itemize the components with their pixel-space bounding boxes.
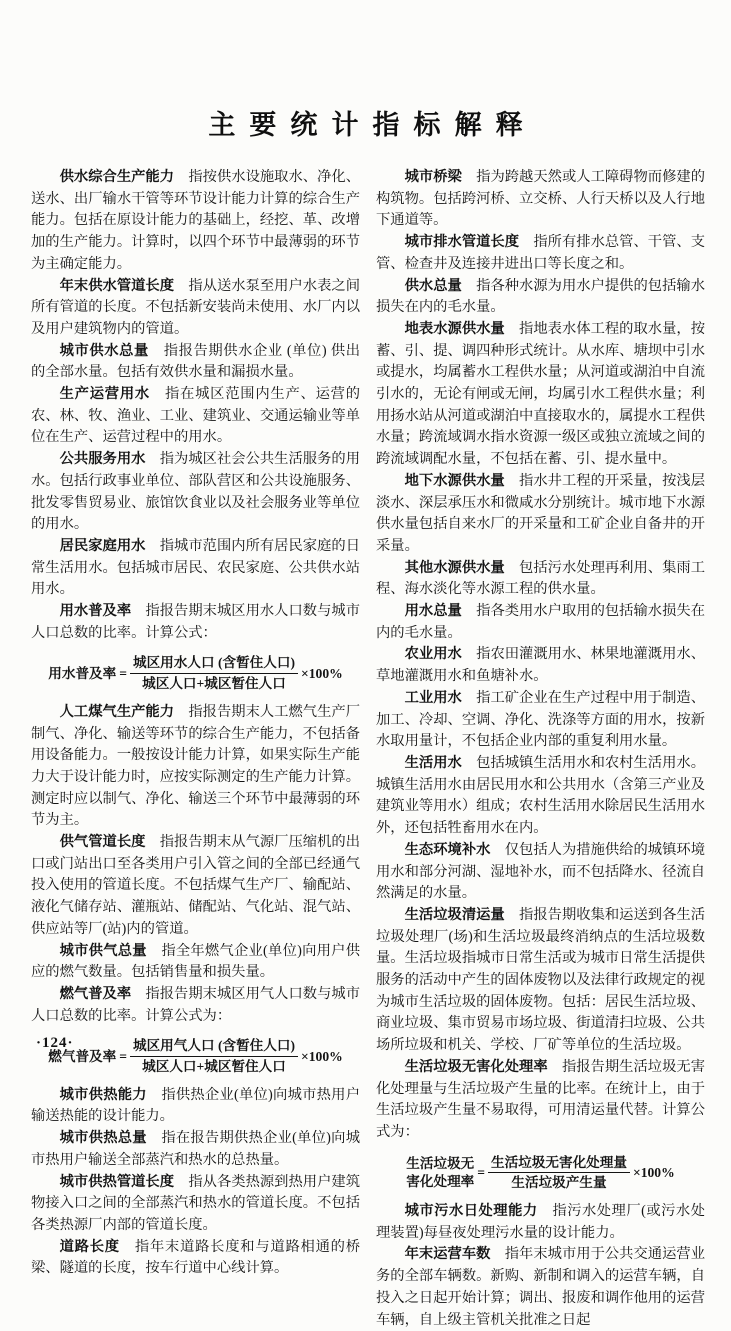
indicator-paragraph: 其他水源供水量 包括污水处理再利用、集雨工程、海水淡化等水源工程的供水量。: [376, 559, 706, 598]
indicator-paragraph: 居民家庭用水 指城市范围内所有居民家庭的日常生活用水。包括城市居民、农民家庭、公共供水站用水。: [31, 537, 361, 598]
indicator-paragraph: 公共服务用水 指为城区社会公共生活服务的用水。包括行政事业单位、部队营区和公共设施服务、批发零售贸易业、旅馆饮食业以及社会服务业等单位的用水。: [31, 451, 361, 533]
indicator-term: 城市污水日处理能力: [404, 1202, 538, 1219]
fraction-numerator: 城区用气人口 (含暂住人口): [130, 1037, 298, 1057]
indicator-paragraph: 地下水源供水量 指水井工程的开采量，按浅层淡水、深层承压水和微咸水分别统计。城市地下水源供水量包括自来水厂的开采量和工矿企业自备井的开采量。: [376, 472, 706, 554]
equals-sign: =: [477, 1164, 486, 1180]
formula-suffix: ×100%: [632, 1164, 675, 1180]
indicator-term: 生产运营用水: [59, 386, 150, 403]
formula-suffix: ×100%: [300, 1048, 343, 1064]
page-number: ·124·: [36, 1035, 74, 1051]
indicator-term: 地下水源供水量: [404, 472, 505, 489]
indicator-term: 供水综合生产能力: [59, 169, 175, 185]
indicator-paragraph: 用水普及率 指报告期末城区用水人口数与城市人口总数的比率。计算公式：: [31, 603, 361, 641]
indicator-term: 工业用水: [404, 689, 462, 706]
indicator-paragraph: 城市供气总量 指全年燃气企业(单位)向用户供应的燃气数量。包括销售量和损失量。: [31, 942, 361, 981]
indicator-paragraph: 城市供热管道长度 指从各类热源到热用户建筑物接入口之间的全部蒸汽和热水的管道长度。不包括各类热源厂内部的管道长度。: [31, 1173, 361, 1233]
indicator-term: 用水总量: [404, 603, 462, 620]
indicator-paragraph: 工业用水 指工矿企业在生产过程中用于制造、加工、冷却、空调、净化、洗涤等方面的用水，按新水取用量计，不包括企业内部的重复利用水量。: [376, 689, 706, 750]
indicator-term: 供气管道长度: [59, 834, 146, 851]
indicator-paragraph: 生活用水 包括城镇生活用水和农村生活用水。城镇生活用水由居民用水和公共用水（含第三产业及建筑业等用水）组成；农村生活用水除居民生活用水外，还包括牲畜用水在内。: [376, 754, 706, 837]
indicator-paragraph: 农业用水 指农田灌溉用水、林果地灌溉用水、草地灌溉用水和鱼塘补水。: [376, 646, 706, 685]
indicator-term: 人工煤气生产能力: [59, 703, 175, 720]
indicator-term: 道路长度: [59, 1238, 120, 1255]
indicator-term: 城市桥梁: [404, 169, 462, 185]
indicator-term: 年末运营车数: [404, 1246, 491, 1263]
formula-suffix: ×100%: [300, 665, 343, 681]
indicator-term: 居民家庭用水: [59, 537, 146, 554]
indicator-paragraph: 生活垃圾清运量 指报告期收集和运送到各生活垃圾处理厂(场)和生活垃圾最终消纳点的生活垃圾数量。生活垃圾指城市日常生活或为城市日常生活提供服务的活动中产生的固体废物以及法律行政规定的视为城市生活垃圾的固体废物。包括：居民生活垃圾、商业垃圾、集市贸易市场垃圾、街道清扫垃圾、公共场所垃圾和机关、学校、厂矿等单位的生活垃圾。: [376, 906, 706, 1054]
left-column: [31, 167, 360, 1331]
fraction-denominator: 城区人口+城区暂住人口: [142, 676, 286, 692]
indicator-paragraph: 地表水源供水量 指地表水体工程的取水量，按蓄、引、提、调四种形式统计。从水库、塘坝中引水或提水，均属蓄水工程供水量；从河道或湖泊中自流引水的，无论有闸或无闸，均属引水工程供水量；利用扬水站从河道或湖泊中直接取水的，属提水工程供水量；跨流域调水指水资源一级区或独立流域之间的跨流域调配水量，不包括在蓄、引、提水量中。: [376, 320, 706, 468]
indicator-paragraph: 城市排水管道长度 指所有排水总管、干管、支管、检查井及连接井进出口等长度之和。: [376, 234, 706, 272]
indicator-term: 用水普及率: [59, 603, 132, 620]
indicator-paragraph: 城市供热能力 指供热企业(单位)向城市热用户输送热能的设计能力。: [31, 1086, 361, 1125]
formula-lhs: 燃气普及率: [48, 1048, 117, 1064]
formula: [31, 1037, 360, 1075]
fraction: [130, 1037, 298, 1075]
equals-sign: =: [119, 665, 127, 681]
indicator-term: 生活垃圾无害化处理率: [404, 1058, 548, 1075]
indicator-paragraph: 生活垃圾无害化处理率 指报告期生活垃圾无害化处理量与生活垃圾产生量的比率。在统计上，由于生活垃圾产生量不易取得，可用清运量代替。计算公式为：: [376, 1058, 706, 1140]
indicator-term: 城市供热能力: [59, 1086, 147, 1103]
fraction: [488, 1154, 630, 1192]
indicator-term: 城市供水总量: [59, 342, 149, 359]
fraction: [130, 654, 298, 692]
indicator-term: 生态环境补水: [404, 841, 491, 858]
fraction-denominator: 城区人口+城区暂住人口: [142, 1059, 286, 1075]
page-title: 主要统计指标解释: [208, 110, 537, 140]
formula-lhs: 生活垃圾无 害化处理率: [406, 1156, 475, 1189]
indicator-paragraph: 城市桥梁 指为跨越天然或人工障碍物而修建的构筑物。包括跨河桥、立交桥、人行天桥以及人行地下通道等。: [376, 169, 706, 229]
indicator-term: 生活用水: [404, 754, 462, 771]
two-column-layout: [31, 167, 705, 1331]
indicator-term: 地表水源供水量: [404, 320, 505, 337]
indicator-paragraph: 供水综合生产能力 指按供水设施取水、净化、送水、出厂输水干管等环节设计能力计算的综合生产能力。包括在原设计能力的基础上，经挖、革、改增加的生产能力。计算时，以四个环节中最薄弱的环节为主确定能力。: [31, 169, 361, 272]
indicator-paragraph: 城市供水总量 指报告期供水企业 (单位) 供出的全部水量。包括有效供水量和漏损水量。: [31, 342, 361, 381]
fraction-numerator: 生活垃圾无害化处理量: [488, 1154, 630, 1174]
indicator-term: 农业用水: [404, 646, 462, 663]
indicator-term: 城市供热总量: [59, 1130, 147, 1147]
fraction-denominator: 生活垃圾产生量: [511, 1175, 607, 1191]
formula: [31, 654, 360, 692]
indicator-term: 供水总量: [404, 277, 462, 294]
indicator-paragraph: 生产运营用水 指在城区范围内生产、运营的农、林、牧、渔业、工业、建筑业、交通运输业等单位在生产、运营过程中的用水。: [31, 386, 361, 446]
indicator-paragraph: 供水总量 指各种水源为用水户提供的包括输水损失在内的毛水量。: [376, 277, 706, 316]
indicator-paragraph: 用水总量 指各类用水户取用的包括输水损失在内的毛水量。: [376, 603, 706, 641]
fraction-numerator: 城区用水人口 (含暂住人口): [130, 654, 298, 674]
indicator-term: 公共服务用水: [59, 451, 146, 468]
indicator-paragraph: 燃气普及率 指报告期末城区用气人口数与城市人口总数的比率。计算公式为：: [31, 985, 361, 1024]
indicator-paragraph: 生态环境补水 仅包括人为措施供给的城镇环境用水和部分河湖、湿地补水，而不包括降水、径流自然满足的水量。: [376, 841, 706, 902]
indicator-paragraph: 城市供热总量 指在报告期供热企业(单位)向城市热用户输送全部蒸汽和热水的总热量。: [31, 1130, 361, 1168]
right-column: [376, 167, 705, 1331]
indicator-term: 年末供水管道长度: [59, 277, 175, 294]
indicator-paragraph: 年末运营车数 指年末城市用于公共交通运营业务的全部车辆数。新购、新制和调入的运营车辆，自投入之日起开始计算；调出、报废和调作他用的运营车辆，自上级主管机关批准之日起: [376, 1246, 706, 1328]
formula-lhs: 用水普及率: [48, 665, 117, 681]
formula: [376, 1154, 705, 1192]
indicator-term: 生活垃圾清运量: [404, 906, 505, 923]
indicator-term: 其他水源供水量: [404, 559, 505, 576]
indicator-paragraph: 供气管道长度 指报告期末从气源厂压缩机的出口或门站出口至各类用户引入管之间的全部已经通气投入使用的管道长度。不包括煤气生产厂、输配站、液化气储存站、灌瓶站、储配站、气化站、混气站、供应站等厂(站)内的管道。: [31, 834, 361, 937]
indicator-term: 城市供热管道长度: [59, 1173, 175, 1190]
indicator-term: 燃气普及率: [59, 985, 132, 1002]
indicator-paragraph: 道路长度 指年末道路长度和与道路相通的桥梁、隧道的长度，按车行道中心线计算。: [31, 1238, 360, 1277]
indicator-paragraph: 年末供水管道长度 指从送水泵至用户水表之间所有管道的长度。不包括新安装尚未使用、水厂内以及用户建筑物内的管道。: [31, 277, 361, 337]
equals-sign: =: [119, 1048, 127, 1064]
indicator-term: 城市供气总量: [59, 942, 147, 959]
indicator-paragraph: 人工煤气生产能力 指报告期末人工燃气生产厂制气、净化、输送等环节的综合生产能力，不包括备用设备能力。一般按设计能力计算，如果实际生产能力大于设计能力时，应按实际测定的生产能力计算。测定时应以制气、净化、输送三个环节中最薄弱的环节为主。: [31, 703, 361, 829]
indicator-term: 城市排水管道长度: [404, 234, 520, 251]
indicator-paragraph: 城市污水日处理能力 指污水处理厂(或污水处理装置)每昼夜处理污水量的设计能力。: [376, 1202, 706, 1241]
